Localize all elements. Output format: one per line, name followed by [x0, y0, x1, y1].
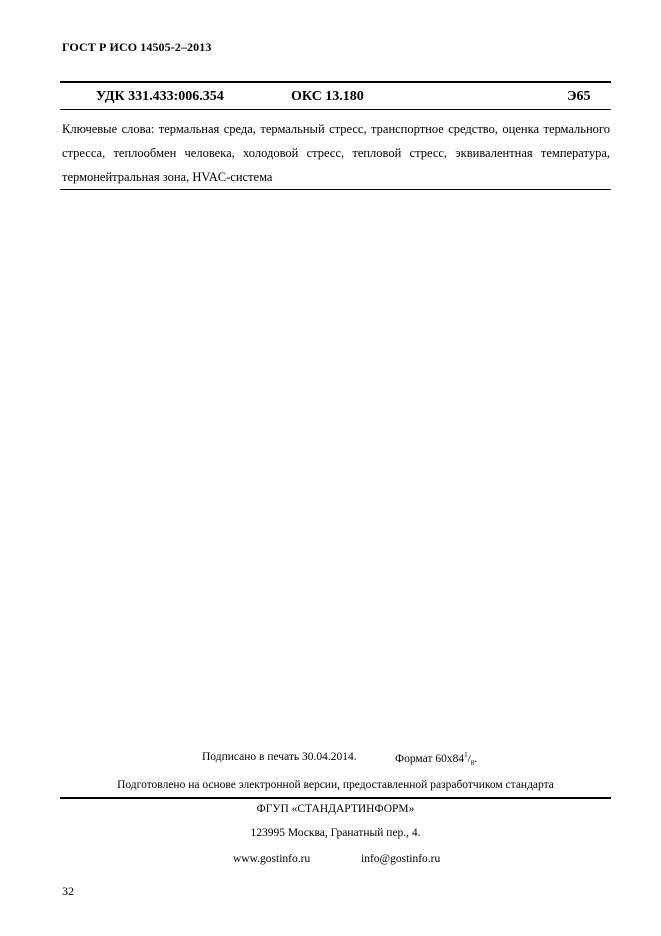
paper-format: Формат $60x84^1/_8$.	[395, 751, 478, 768]
website-link[interactable]: www.gostinfo.ru	[233, 853, 311, 865]
keywords-divider	[60, 189, 611, 190]
email-link[interactable]: info@gostinfo.ru	[361, 853, 441, 865]
udk-code: УДК 331.433:006.354	[96, 89, 224, 104]
keywords-paragraph: Ключевые слова: термальная среда, термальный стресс, транспортное средство, оценка термального стресса, теплообмен человека, холодовой стресс, тепловой стресс, эквивалентная температура, термонейтральная зона, HVAC-система	[62, 122, 610, 184]
format-numerator: 1	[464, 751, 468, 759]
document-header: ГОСТ Р ИСО 14505-2–2013	[62, 40, 212, 54]
classification-divider	[60, 109, 611, 110]
format-suffix: .	[474, 752, 478, 765]
format-prefix: Формат 60x84	[395, 752, 465, 765]
page-number: 32	[62, 884, 74, 898]
class-code: Э65	[567, 89, 591, 104]
publisher-address: 123995 Москва, Гранатный пер., 4.	[250, 827, 421, 839]
top-divider	[60, 81, 611, 83]
publisher-name: ФГУП «СТАНДАРТИНФОРМ»	[256, 803, 415, 815]
oks-code: ОКС 13.180	[291, 89, 364, 104]
imprint-divider	[60, 797, 611, 799]
prepared-note: Подготовлено на основе электронной версии, предоставленной разработчиком стандарта	[117, 779, 554, 791]
format-denominator: 8	[470, 759, 475, 768]
signed-date: Подписано в печать 30.04.2014.	[202, 751, 357, 763]
